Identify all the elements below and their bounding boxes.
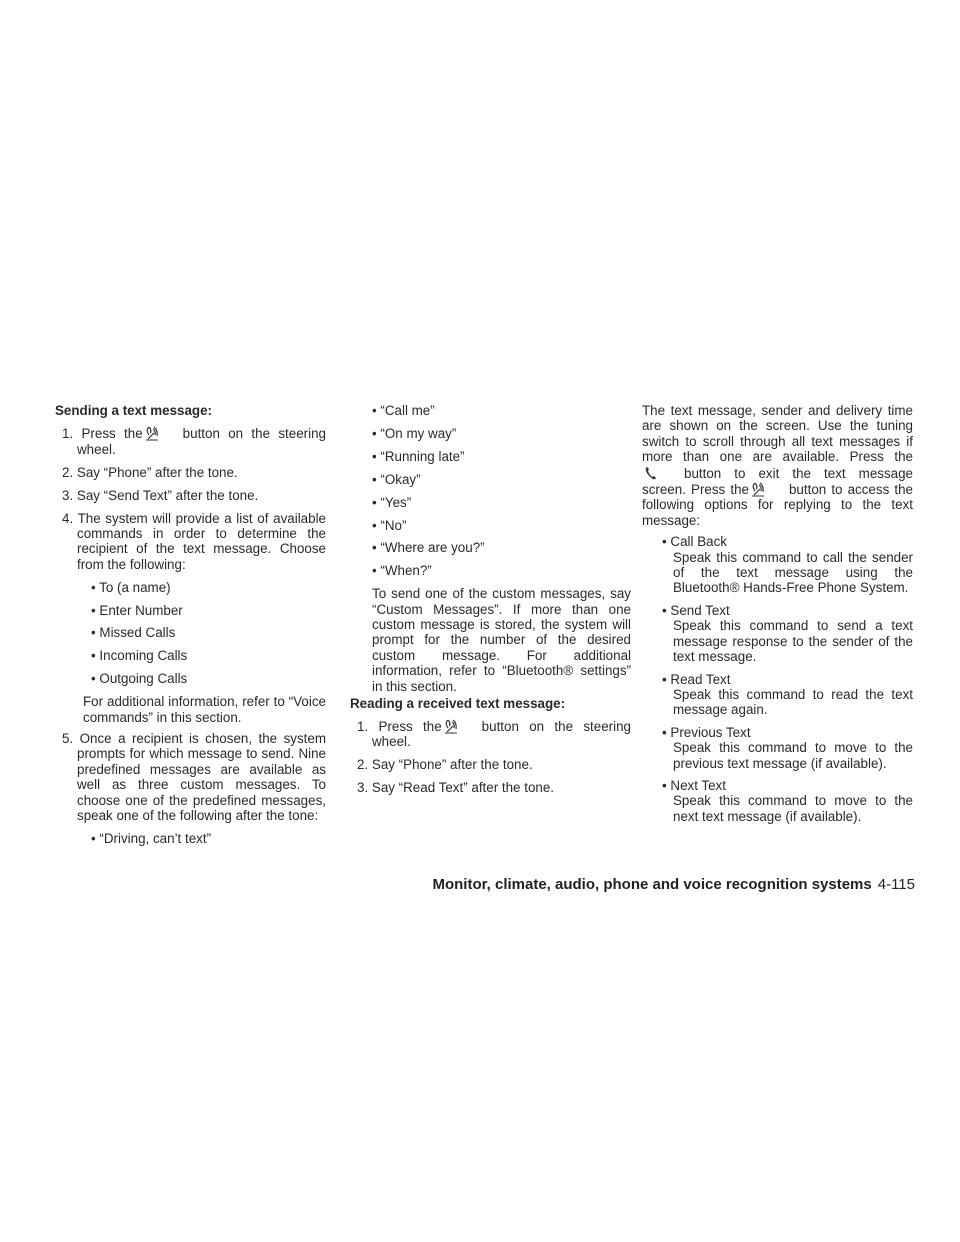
option-description: Speak this command to call the sender of the text message using the Bluetooth® Hands-Free Phone System.: [673, 549, 913, 596]
option-missed-calls: • Missed Calls: [91, 625, 176, 641]
option-title: • Read Text: [662, 671, 731, 687]
column-left: [55, 403, 326, 854]
intro-part-c: button to access the following options for replying to the text message:: [642, 482, 913, 528]
page-number: 4-115: [877, 876, 915, 893]
custom-messages-note: To send one of the custom messages, say “Custom Messages”. If more than one custom message is stored, the system will prompt for the number of the desired custom message. For additional information, refer to “Bluetooth® settings” in this section.: [372, 586, 631, 694]
message-yes: • “Yes”: [372, 494, 412, 510]
option-call-back: [642, 534, 913, 596]
message-okay: • “Okay”: [372, 471, 421, 487]
step-5: 5. Once a recipient is chosen, the system prompts for which message to send. Nine predefined messages are available as well as three custom messages. To choose one of the predefined messages, speak one of the following after the tone:: [62, 731, 326, 824]
section-heading-reading: Reading a received text message:: [350, 696, 566, 712]
message-on-my-way: • “On my way”: [372, 425, 457, 441]
message-no: • “No”: [372, 517, 407, 533]
intro-part-a: The text message, sender and delivery time are shown on the screen. Use the tuning switch to scroll through all text messages if more than one are available. Press the: [642, 403, 913, 465]
option-description: Speak this command to move to the next text message (if available).: [673, 793, 913, 824]
read-step-3: 3. Say “Read Text” after the tone.: [357, 779, 555, 795]
talk-button-icon: [145, 425, 159, 441]
step-2: 2. Say “Phone” after the tone.: [62, 464, 238, 480]
option-description: Speak this command to send a text message response to the sender of the text message.: [673, 618, 913, 665]
step-text-pre: Press the: [378, 718, 442, 734]
page-footer: [432, 877, 915, 892]
message-where-are-you: • “Where are you?”: [372, 540, 485, 556]
step-4: 4. The system will provide a list of available commands in order to determine the recipient of the text message. Choose from the following:: [62, 510, 326, 572]
option-description: Speak this command to read the text message again.: [673, 686, 913, 718]
column-right: [642, 403, 913, 831]
step-text-post: button on the steering wheel.: [372, 718, 631, 749]
option-title: • Call Back: [662, 534, 727, 550]
option-previous-text: [642, 725, 913, 771]
option-title: • Send Text: [662, 602, 730, 618]
intro-part-b: button to exit the text message screen. Press the: [642, 465, 913, 498]
message-driving: • “Driving, can’t text”: [91, 830, 212, 846]
column-middle: [350, 403, 631, 803]
read-step-2: 2. Say “Phone” after the tone.: [357, 756, 533, 772]
option-title: • Next Text: [662, 777, 726, 793]
step-text-post: button on the steering wheel.: [77, 426, 326, 457]
talk-button-icon: [751, 481, 765, 497]
step-text-pre: Press the: [81, 426, 143, 442]
read-step-1: [350, 718, 631, 750]
option-incoming-calls: • Incoming Calls: [91, 648, 188, 664]
message-when: • “When?”: [372, 563, 432, 579]
message-call-me: • “Call me”: [372, 403, 435, 418]
info-note: For additional information, refer to “Voice commands” in this section.: [83, 694, 326, 725]
message-running-late: • “Running late”: [372, 448, 465, 464]
option-next-text: [642, 778, 913, 824]
footer-section-title: Monitor, climate, audio, phone and voice recognition systems: [432, 876, 872, 893]
step-1: [55, 425, 326, 457]
option-outgoing-calls: • Outgoing Calls: [91, 671, 188, 687]
talk-button-icon: [444, 718, 458, 734]
section-heading-sending: Sending a text message:: [55, 403, 213, 418]
step-number: 1.: [62, 426, 74, 442]
option-enter-number: • Enter Number: [91, 602, 183, 618]
option-description: Speak this command to move to the previous text message (if available).: [673, 740, 913, 771]
option-title: • Previous Text: [662, 724, 751, 740]
step-number: 1.: [357, 718, 369, 734]
option-read-text: [642, 672, 913, 718]
option-to-name: • To (a name): [91, 579, 171, 595]
reply-intro: [642, 403, 913, 528]
phone-hangup-icon: [644, 465, 658, 481]
option-send-text: [642, 603, 913, 665]
step-3: 3. Say “Send Text” after the tone.: [62, 487, 259, 503]
